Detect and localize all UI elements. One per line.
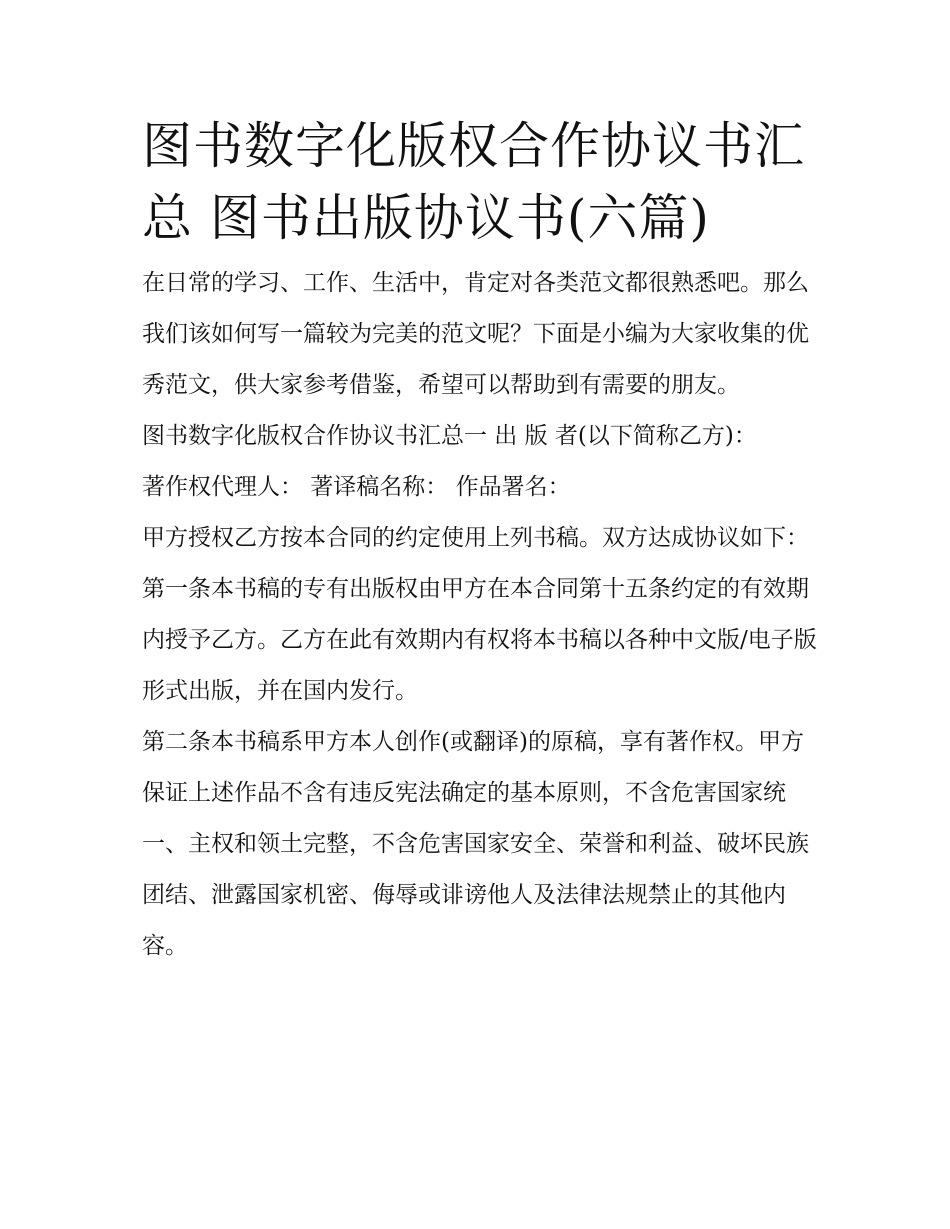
document-page <box>142 110 822 972</box>
paragraph-agent: 著作权代理人： 著译稿名称： 作品署名： <box>142 474 571 500</box>
paragraph-article-1: 第一条本书稿的专有出版权由甲方在本合同第十五条约定的有效期内授予乙方。乙方在此有效期内有权将本书稿以各种中文版/电子版形式出版，并在国内发行。 <box>142 576 817 704</box>
paragraph-article-2: 第二条本书稿系甲方本人创作(或翻译)的原稿，享有著作权。甲方保证上述作品不含有违反宪法确定的基本原则，不含危害国家统一、主权和领土完整，不含危害国家安全、荣誉和利益、破坏民族团结、泄露国家机密、侮辱或诽谤他人及法律法规禁止的其他内容。 <box>142 729 809 959</box>
document-title: 图书数字化版权合作协议书汇总 图书出版协议书(六篇) <box>142 117 805 247</box>
paragraph-intro: 在日常的学习、工作、生活中，肯定对各类范文都很熟悉吧。那么我们该如何写一篇较为完美的范文呢？下面是小编为大家收集的优秀范文，供大家参考借鉴，希望可以帮助到有需要的朋友。 <box>142 270 809 398</box>
paragraph-publisher: 图书数字化版权合作协议书汇总一 出 版 者(以下简称乙方)： <box>142 423 757 449</box>
paragraph-authorization: 甲方授权乙方按本合同的约定使用上列书稿。双方达成协议如下： <box>142 525 809 551</box>
